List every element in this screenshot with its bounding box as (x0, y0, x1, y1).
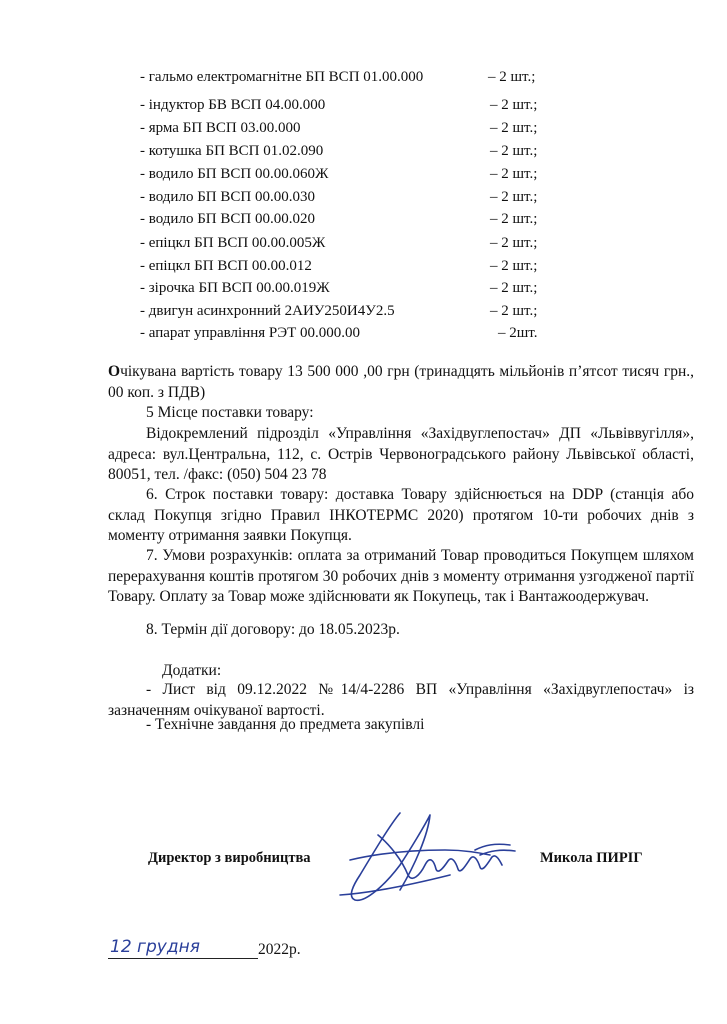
item-name: - водило БП ВСП 00.00.020 (140, 211, 315, 227)
payment-terms-paragraph: 7. Умови розрахунків: оплата за отриманий Товар проводиться Покупцем шляхом перерахування коштів протягом 30 робочих днів з моменту отримання узгодженої партії Товару. Оплату за Товар може здійснювати як Покупець, так і Вантажоодержувач. (108, 547, 694, 605)
attachments-heading: Додатки: (162, 662, 222, 679)
item-qty: – 2 шт.; (490, 211, 538, 227)
delivery-place-heading: 5 Місце поставки товару: (146, 404, 314, 421)
attachment-item: - Технічне завдання до предмета закупівлі (146, 716, 425, 733)
item-qty: – 2 шт.; (490, 235, 538, 251)
item-qty: – 2 шт.; (490, 166, 538, 182)
attachment-item: - Лист від 09.12.2022 №14/4-2286 ВП «Управління «Західвуглепостач» із зазначенням очікуваної вартості. (108, 681, 694, 719)
item-qty: – 2 шт.; (490, 258, 538, 274)
item-name: - ярма БП ВСП 03.00.000 (140, 120, 301, 136)
delivery-term-paragraph: 6. Строк поставки товару: доставка Товару здійснюється на DDP (станція або склад Покупця згідно Правил ІНКОТЕРМС 2020) протягом 10-ти робочих днів з моменту отримання заявки Покупця. (108, 486, 694, 544)
item-name: - епіцкл БП ВСП 00.00.005Ж (140, 235, 326, 251)
delivery-place-text: Відокремлений підрозділ «Управління «Західвуглепостач» ДП «Львіввугілля», адреса: вул.Центральна, 112, с. Острів Червоноградського району Львівської області, 80051, тел. /факс: (050) 504 23 78 (108, 425, 694, 483)
handwritten-signature (330, 805, 530, 910)
signatory-name: Микола ПИРІГ (540, 850, 643, 866)
expected-cost-text: чікувана вартість товару 13 500 000 ,00 грн (тринадцять мільйонів п’ятсот тисяч грн., 00 коп. з ПДВ) (108, 363, 694, 401)
handwritten-date: 12 грудня (110, 937, 200, 957)
expected-cost-paragraph (108, 362, 694, 403)
item-qty: – 2 шт.; (490, 189, 538, 205)
item-name: - водило БП ВСП 00.00.030 (140, 189, 315, 205)
handwritten-date-line (108, 937, 258, 959)
contract-validity: 8. Термін дії договору: до 18.05.2023р. (146, 621, 400, 638)
item-name: - зірочка БП ВСП 00.00.019Ж (140, 280, 330, 296)
item-name: - двигун асинхронний 2АИУ250И4У2.5 (140, 303, 395, 319)
item-name: - індуктор БВ ВСП 04.00.000 (140, 97, 326, 113)
item-qty: – 2 шт.; (490, 143, 538, 159)
item-name: - апарат управління РЭТ 00.000.00 (140, 325, 361, 341)
item-name: - котушка БП ВСП 01.02.090 (140, 143, 324, 159)
item-qty: – 2 шт.; (490, 280, 538, 296)
signature-date (108, 937, 301, 959)
item-name: - гальмо електромагнітне БП ВСП 01.00.000 (140, 69, 424, 85)
signatory-position: Директор з виробництва (148, 850, 311, 866)
date-year: 2022р. (258, 941, 301, 958)
item-qty: – 2 шт.; (490, 120, 538, 136)
item-name: - водило БП ВСП 00.00.060Ж (140, 166, 329, 182)
item-qty: – 2 шт.; (488, 69, 536, 85)
expected-cost-lead: О (108, 363, 121, 380)
item-qty: – 2шт. (498, 325, 538, 341)
item-qty: – 2 шт.; (490, 303, 538, 319)
item-qty: – 2 шт.; (490, 97, 538, 113)
item-name: - епіцкл БП ВСП 00.00.012 (140, 258, 312, 274)
